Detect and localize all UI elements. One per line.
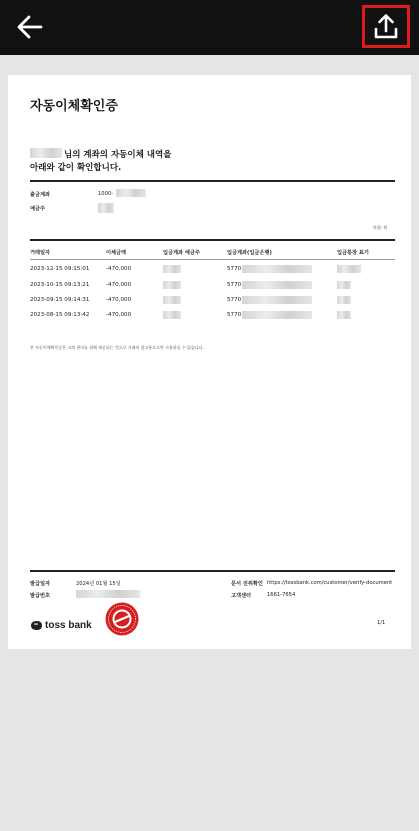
row-amount: -470,000 [106, 266, 132, 272]
account-label: 출금계좌 [30, 192, 51, 198]
document-preview[interactable] [8, 75, 411, 649]
redacted-payee [163, 311, 181, 319]
redacted-holder [98, 203, 114, 213]
row-amount: -470,000 [106, 312, 132, 318]
redacted-payee [163, 281, 181, 289]
redacted-account-number [242, 311, 312, 319]
account-value: 1000- [98, 191, 114, 197]
redacted-name [30, 148, 62, 158]
share-button[interactable] [362, 5, 410, 48]
back-button[interactable] [14, 12, 46, 42]
row-amount: -470,000 [106, 282, 132, 288]
row-date: 2023-12-15 09:15:01 [30, 266, 90, 272]
holder-label: 예금주 [30, 206, 46, 212]
redacted-payee [163, 296, 181, 304]
divider [30, 180, 395, 182]
redacted-payee [163, 265, 181, 273]
intro-line-2: 아래와 같이 확인합니다. [30, 163, 122, 173]
page-indicator: 1/1 [377, 620, 386, 626]
top-app-bar [0, 0, 419, 55]
redacted-account-number [242, 296, 312, 304]
arrow-left-icon [14, 12, 46, 42]
column-header-date: 거래일자 [30, 250, 51, 256]
redacted-account-number [242, 265, 312, 273]
official-seal-stamp [104, 601, 140, 637]
redacted-memo [337, 296, 351, 304]
row-date: 2023-09-15 09:14:31 [30, 297, 90, 303]
table-top-rule [30, 239, 395, 241]
issue-number-label: 발급번호 [30, 593, 51, 599]
column-header-payee: 입금계좌 예금주 [163, 250, 200, 256]
row-account: 5770 [227, 266, 242, 272]
row-date: 2023-10-15 09:13:21 [30, 282, 90, 288]
toss-bank-logo [30, 618, 92, 632]
intro-line-1: 님의 계좌의 자동이체 내역을 [64, 150, 172, 160]
redacted-memo [337, 311, 351, 319]
unit-note: 단위: 원 [373, 225, 388, 230]
redacted-issue-number [76, 590, 140, 598]
issue-date-label: 발급일자 [30, 581, 51, 587]
row-amount: -470,000 [106, 297, 132, 303]
support-label: 고객센터 [231, 593, 252, 599]
redacted-account [116, 189, 146, 197]
row-account: 5770 [227, 282, 242, 288]
column-header-account: 입금계좌(입금은행) [227, 250, 272, 256]
column-header-memo: 입금통장 표기 [337, 250, 369, 256]
row-date: 2023-08-15 09:13:42 [30, 312, 90, 318]
issue-date-value: 2024년 01월 15일 [76, 581, 121, 587]
support-phone: 1661-7654 [267, 592, 296, 598]
footer-rule [30, 570, 395, 572]
redacted-account-number [242, 281, 312, 289]
share-upload-icon [365, 8, 407, 45]
toss-bank-logo-icon [30, 620, 43, 631]
table-header-rule [30, 259, 395, 260]
verify-url: https://tossbank.com/customer/verify-document [267, 580, 393, 586]
footnote: 본 자동이체확인증은 고객 편의를 위해 제공되는 것으로 거래의 참고용으로만 사용하실 수 있습니다. [30, 345, 204, 350]
row-account: 5770 [227, 312, 242, 318]
brand-name: toss bank [45, 619, 92, 631]
verify-label: 문서 진위확인 [231, 581, 263, 587]
document-title: 자동이체확인증 [30, 99, 118, 114]
redacted-memo [337, 281, 351, 289]
column-header-amount: 이체금액 [106, 250, 127, 256]
row-account: 5770 [227, 297, 242, 303]
redacted-memo [337, 265, 361, 273]
